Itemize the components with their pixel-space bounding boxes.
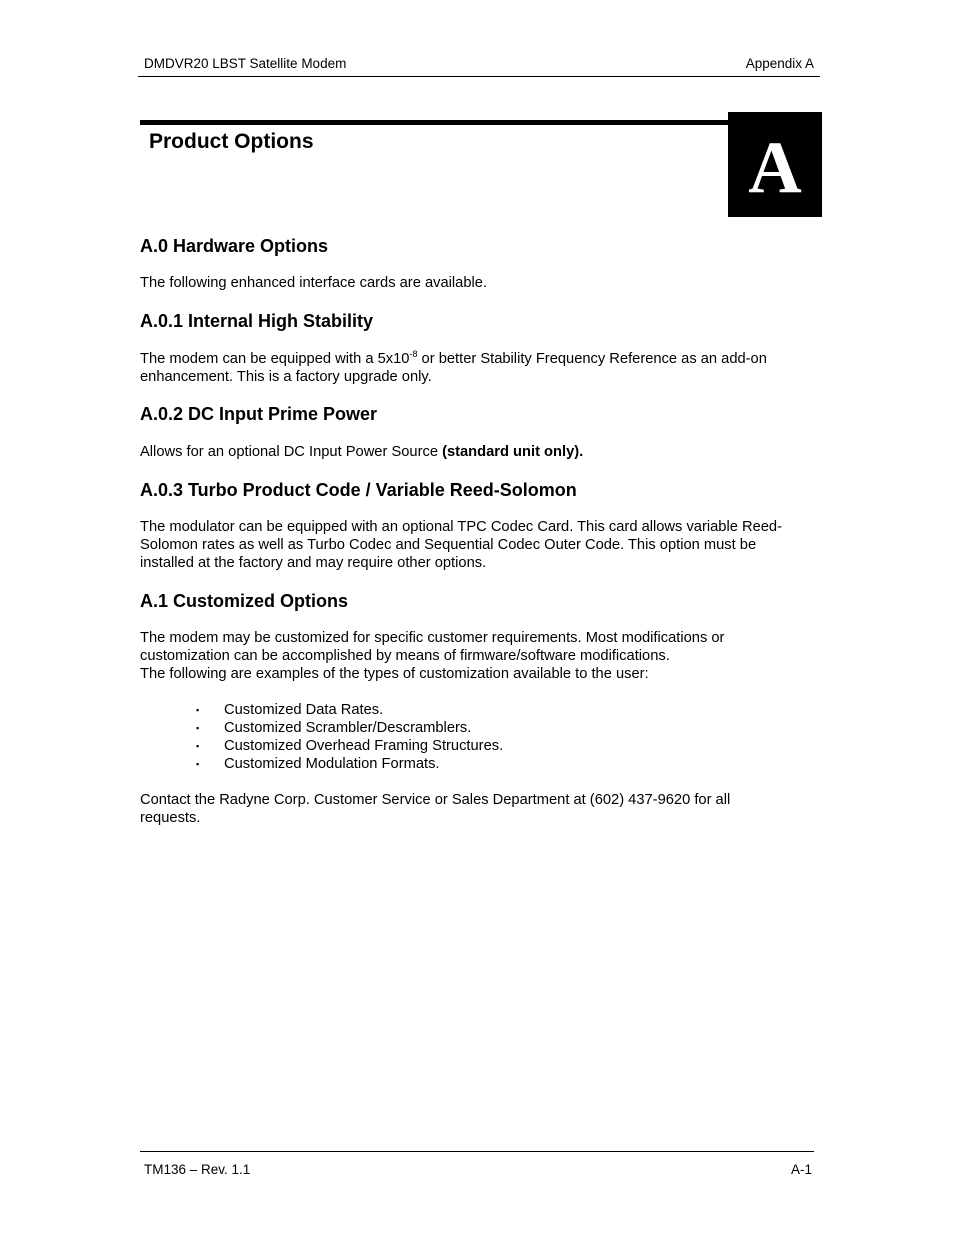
list-item-text: Customized Scrambler/Descramblers. [224,720,472,736]
heading-dc-input-prime-power: A.0.2 DC Input Prime Power [140,404,378,424]
paragraph-internal-high-stability [140,350,820,386]
stability-text-start: The modem can be equipped with a 5x10 [140,351,410,367]
footer-document-revision: TM136 – Rev. 1.1 [144,1162,251,1177]
heading-hardware-options: A.0 Hardware Options [140,236,329,256]
customization-list [196,701,503,773]
bullet-marker: ▪ [196,741,200,751]
paragraph-contact: Contact the Radyne Corp. Customer Service or Sales Department at (602) 437-9620 for all requests. [140,792,731,826]
footer-rule [140,1151,814,1152]
chapter-letter: A [748,127,802,209]
stability-exponent: -8 [409,349,418,359]
chapter-title: Product Options [149,130,314,153]
dc-input-bold-note: (standard unit only). [442,444,584,460]
dc-input-text: Allows for an optional DC Input Power Source [140,444,443,460]
list-item [196,755,503,773]
heading-internal-high-stability: A.0.1 Internal High Stability [140,311,374,331]
stability-text-end: or better Stability Frequency Reference as an add-on enhancement. This is a factory upgrade only. [140,351,767,385]
footer-page-number: A-1 [790,1162,812,1177]
paragraph-hardware-options: The following enhanced interface cards are available. [140,275,487,291]
bullet-marker: ▪ [196,705,200,715]
heading-turbo-product-code: A.0.3 Turbo Product Code / Variable Reed-Solomon [140,480,577,500]
list-item-text: Customized Overhead Framing Structures. [224,738,504,754]
paragraph-customized-options: The modem may be customized for specific customer requirements. Most modifications or customization can be accomplished by means of firmware/software modifications. [140,630,725,664]
running-header-title: DMDVR20 LBST Satellite Modem [144,56,347,71]
list-item-text: Customized Data Rates. [224,702,384,718]
running-header-section: Appendix A [745,56,814,71]
paragraph-dc-input-prime-power [140,443,820,461]
chapter-rule [140,120,814,125]
paragraph-customization-examples: The following are examples of the types of customization available to the user: [140,666,649,682]
list-item [196,701,503,719]
list-item [196,737,503,755]
bullet-marker: ▪ [196,759,200,769]
paragraph-turbo-product-code: The modulator can be equipped with an optional TPC Codec Card. This card allows variable Reed-Solomon rates as well as Turbo Codec and Sequential Codec Outer Code. This option must be installed at the factory and may require other options. [140,519,782,571]
bullet-marker: ▪ [196,723,200,733]
header-rule [138,76,820,77]
list-item-text: Customized Modulation Formats. [224,756,440,772]
heading-customized-options: A.1 Customized Options [140,591,349,611]
list-item [196,719,503,737]
